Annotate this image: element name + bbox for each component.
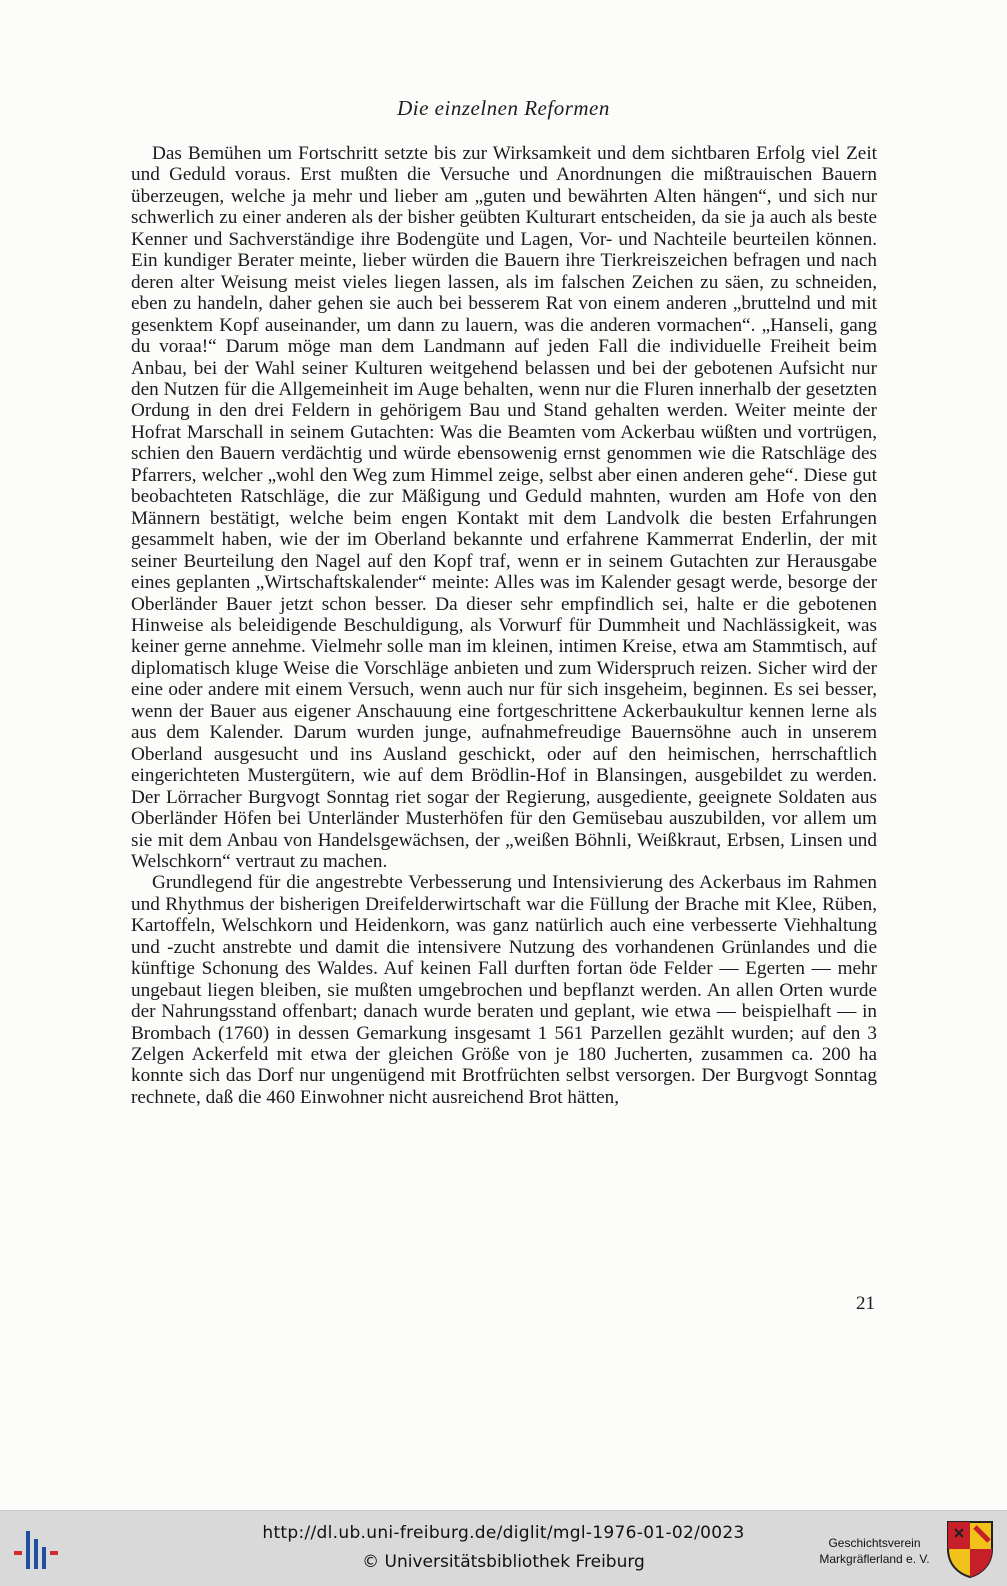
paragraph-1: Das Bemühen um Fortschritt setzte bis zur Wirksamkeit und dem sichtbaren Erfolg viel Zeit und Geduld voraus. Erst mußten die Versuche und Anordnungen die mißtrauischen Bauern überzeugen, welche ja mehr und lieber am „guten und bewährten Alten hängen“, und sich nur schwerlich zu einer anderen als der bisher geübten Kulturart entscheiden, da sie ja auch als beste Kenner und Sachverständige ihre Bodengüte und Lagen, Vor- und Nachteile beurteilen können. Ein kundiger Berater meinte, lieber würden die Bauern ihre Tierkreiszeichen befragen und nach deren alter Weisung meist vieles liegen lassen, als im falschen Zeichen zu säen, zu schneiden, eben zu handeln, daher gehen sie auch bei besserem Rat von einem anderen „bruttelnd und mit gesenktem Kopf auseinander, um dann zu lauern, was die anderen vormachen“. „Hanseli, gang du voraa!“ Darum möge man dem Landmann auf jeden Fall die individuelle Freiheit beim Anbau, bei der Wahl seiner Kulturen weitgehend belassen und bei der gebotenen Aufsicht nur den Nutzen für die Allgemeinheit im Auge behalten, wenn nur die Fluren innerhalb der gesetzten Ordung in den drei Feldern in gehörigem Bau und Stand gehalten werden. Weiter meinte der Hofrat Marschall in seinem Gutachten: Was die Beamten vom Ackerbau wüßten und vortrügen, schien den Bauern verdächtig und würde ebensowenig ernst genommen wie die Ratschläge des Pfarrers, welcher „wohl den Weg zum Himmel zeige, selbst aber einen anderen gehe“. Diese gut beobachteten Ratschläge, die zur Mäßigung und Geduld mahnten, wurden am Hofe von den Männern bestätigt, welche beim engen Kontakt mit dem Landvolk die besten Erfahrungen gesammelt haben, wie der im Oberland bekannte und erfahrene Kammerrat Enderlin, der mit seiner Beurteilung den Nagel auf den Kopf traf, wenn er in seinem Gutachten zur Herausgabe eines geplanten „Wirtschaftskalender“ meinte: Alles was im Kalender gesagt werde, besorge der Oberländer Bauer jetzt schon besser. Da dieser sehr empfindlich sei, halte er die gebotenen Hinweise als beleidigende Beschuldigung, als Vorwurf für Dummheit und Nachlässigkeit, was keiner gerne annehme. Vielmehr solle man im kleinen, intimen Kreise, etwa am Stammtisch, auf diplomatisch kluge Weise die Vorschläge anbieten und zum Widerspruch reizen. Sicher wird der eine oder andere mit einem Versuch, wenn auch nur für sich insgeheim, beginnen. Es sei besser, wenn der Bauer aus eigener Anschauung eine fortgeschrittene Ackerbaukultur kennen lerne als aus dem Kalender. Darum wurden junge, aufnahmefreudige Bauernsöhne auch in unserem Oberland ausgesucht und ins Ausland geschickt, oder auf den heimischen, herrschaftlich eingerichteten Mustergütern, wie auf dem Brödlin-Hof in Blansingen, ausgebildet zu werden. Der Lörracher Burgvogt Sonntag riet sogar der Regierung, ausgediente, geeignete Soldaten aus Oberländer Höfen bei Unterländer Musterhöfen für den Gemüsebau auszubilden, vor allem um sie mit dem Anbau von Handelsgewächsen, der „weißen Böhnli, Weißkraut, Erbsen, Linsen und Welschkorn“ vertraut zu machen. bbox=[131, 143, 877, 872]
body-text bbox=[131, 143, 877, 1108]
footer-copyright: © Universitätsbibliothek Freiburg bbox=[362, 1552, 645, 1572]
society-line-1: Geschichtsverein bbox=[828, 1536, 921, 1550]
society-line-2: Markgräflerland e. V. bbox=[819, 1552, 930, 1566]
paragraph-2: Grundlegend für die angestrebte Verbesserung und Intensivierung des Ackerbaus im Rahmen und Rhythmus der bisherigen Dreifelderwirtschaft war die Füllung der Brache mit Klee, Rüben, Kartoffeln, Welschkorn und Heidenkorn, was ganz natürlich auch eine verbesserte Viehhaltung und -zucht anstrebte und damit die intensivere Nutzung des vorhandenen Grünlandes und die künftige Schonung des Waldes. Auf keinen Fall durften fortan öde Felder — Egerten — mehr ungebaut liegen bleiben, sie mußten umgebrochen und bepflanzt werden. An allen Orten wurde der Nahrungsstand offenbart; danach wurde beraten und geplant, wie etwa — beispielhaft — in Brombach (1760) in dessen Gemarkung insgesamt 1 561 Parzellen gezählt wurden; auf den 3 Zelgen Ackerfeld mit etwa der gleichen Größe von je 180 Jucherten, zusammen ca. 200 ha konnte sich das Dorf nur ungenügend mit Brotfrüchten selbst versorgen. Der Burgvogt Sonntag rechnete, daß die 460 Einwohner nicht ausreichend Brot hätten, bbox=[131, 872, 877, 1108]
page-number: 21 bbox=[856, 1293, 875, 1314]
running-head: Die einzelnen Reformen bbox=[397, 96, 610, 120]
society-name bbox=[812, 1535, 937, 1567]
footer-bar bbox=[0, 1510, 1007, 1586]
coat-of-arms-icon bbox=[945, 1519, 995, 1579]
footer-url-link[interactable]: http://dl.ub.uni-freiburg.de/diglit/mgl-1976-01-02/0023 bbox=[262, 1523, 745, 1543]
